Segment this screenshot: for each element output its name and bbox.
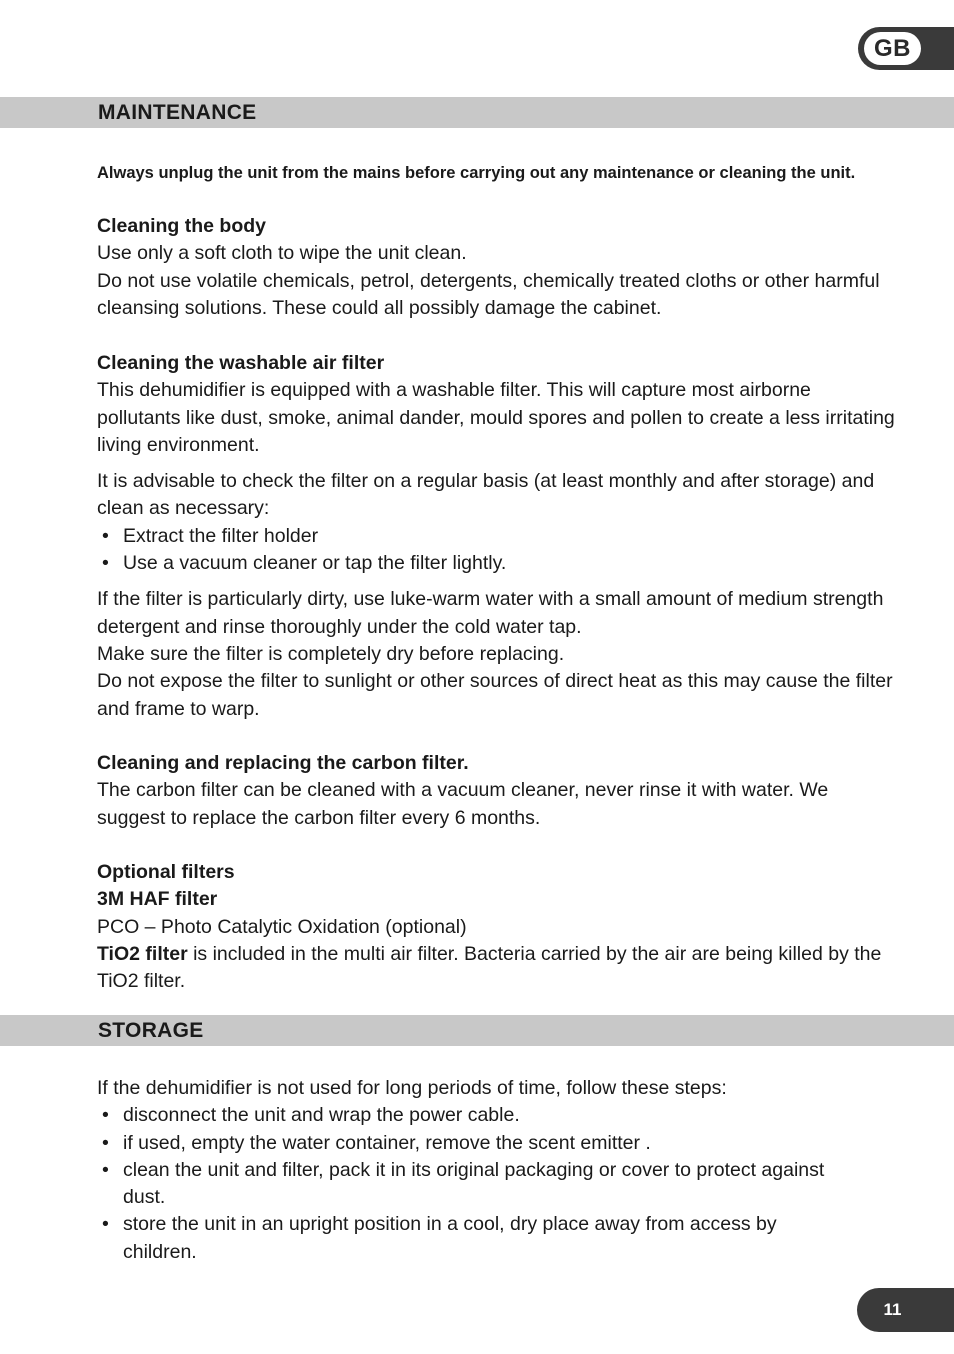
list-item: • store the unit in an upright position in a cool, dry place away from access by children. (97, 1211, 897, 1266)
cleaning-body-heading: Cleaning the body (97, 215, 267, 237)
list-item: • Extract the filter holder (97, 523, 897, 550)
washable-filter-text-1: This dehumidifier is equipped with a washable filter. This will capture most airborne pollutants like dust, smoke, animal dander, mould spores and pollen to create a less irritating living environment. (97, 379, 895, 456)
maintenance-warning: Always unplug the unit from the mains before carrying out any maintenance or cleaning the unit. (97, 164, 856, 182)
page-number-tab (857, 1288, 954, 1332)
washable-filter-steps (97, 523, 897, 578)
washable-filter-text-4: Make sure the filter is completely dry before replacing. (97, 642, 565, 665)
tio2-text (97, 941, 897, 996)
page-number: 11 (883, 1300, 902, 1319)
storage-section (97, 1075, 897, 1266)
washable-filter-heading: Cleaning the washable air filter (97, 352, 385, 374)
optional-filters-heading: Optional filters (97, 861, 235, 883)
carbon-filter-heading: Cleaning and replacing the carbon filter. (97, 752, 469, 774)
maintenance-section-header (0, 97, 954, 128)
optional-filters-section (97, 859, 897, 995)
washable-filter-text-2: It is advisable to check the filter on a regular basis (at least monthly and after storage) and clean as necessary: (97, 470, 875, 520)
cleaning-body-text-2: Do not use volatile chemicals, petrol, detergents, chemically treated cloths or other harmful cleansing solutions. These could all possibly damage the cabinet. (97, 269, 880, 319)
storage-section-header (0, 1015, 954, 1046)
storage-title: STORAGE (98, 1019, 204, 1042)
carbon-filter-text: The carbon filter can be cleaned with a vacuum cleaner, never rinse it with water. We suggest to replace the carbon filter every 6 months. (97, 779, 829, 829)
washable-filter-text-5: Do not expose the filter to sunlight or other sources of direct heat as this may cause the filter and frame to warp. (97, 670, 893, 720)
washable-filter-text-3: If the filter is particularly dirty, use luke-warm water with a small amount of medium strength detergent and rinse thoroughly under the cold water tap. (97, 588, 884, 638)
carbon-filter-section (97, 750, 897, 832)
washable-filter-section (97, 350, 897, 723)
cleaning-body-text-1: Use only a soft cloth to wipe the unit clean. (97, 242, 467, 265)
list-item: • Use a vacuum cleaner or tap the filter lightly. (97, 550, 897, 577)
list-item: • disconnect the unit and wrap the power cable. (97, 1102, 897, 1129)
cleaning-body-section (97, 213, 897, 322)
tio2-label: TiO2 filter (97, 942, 188, 965)
list-item: • clean the unit and filter, pack it in its original packaging or cover to protect against dust. (97, 1157, 897, 1212)
storage-intro: If the dehumidifier is not used for long periods of time, follow these steps: (97, 1077, 727, 1099)
pco-text: PCO – Photo Catalytic Oxidation (optional) (97, 915, 467, 938)
language-tab (858, 27, 954, 70)
language-badge: GB (864, 32, 921, 65)
maintenance-title: MAINTENANCE (98, 101, 257, 124)
haf-filter-heading: 3M HAF filter (97, 888, 218, 911)
maintenance-warning-block (97, 162, 897, 184)
list-item: • if used, empty the water container, remove the scent emitter . (97, 1130, 897, 1157)
tio2-description: is included in the multi air filter. Bacteria carried by the air are being killed by the TiO2 filter. (97, 942, 882, 993)
storage-steps (97, 1102, 897, 1266)
